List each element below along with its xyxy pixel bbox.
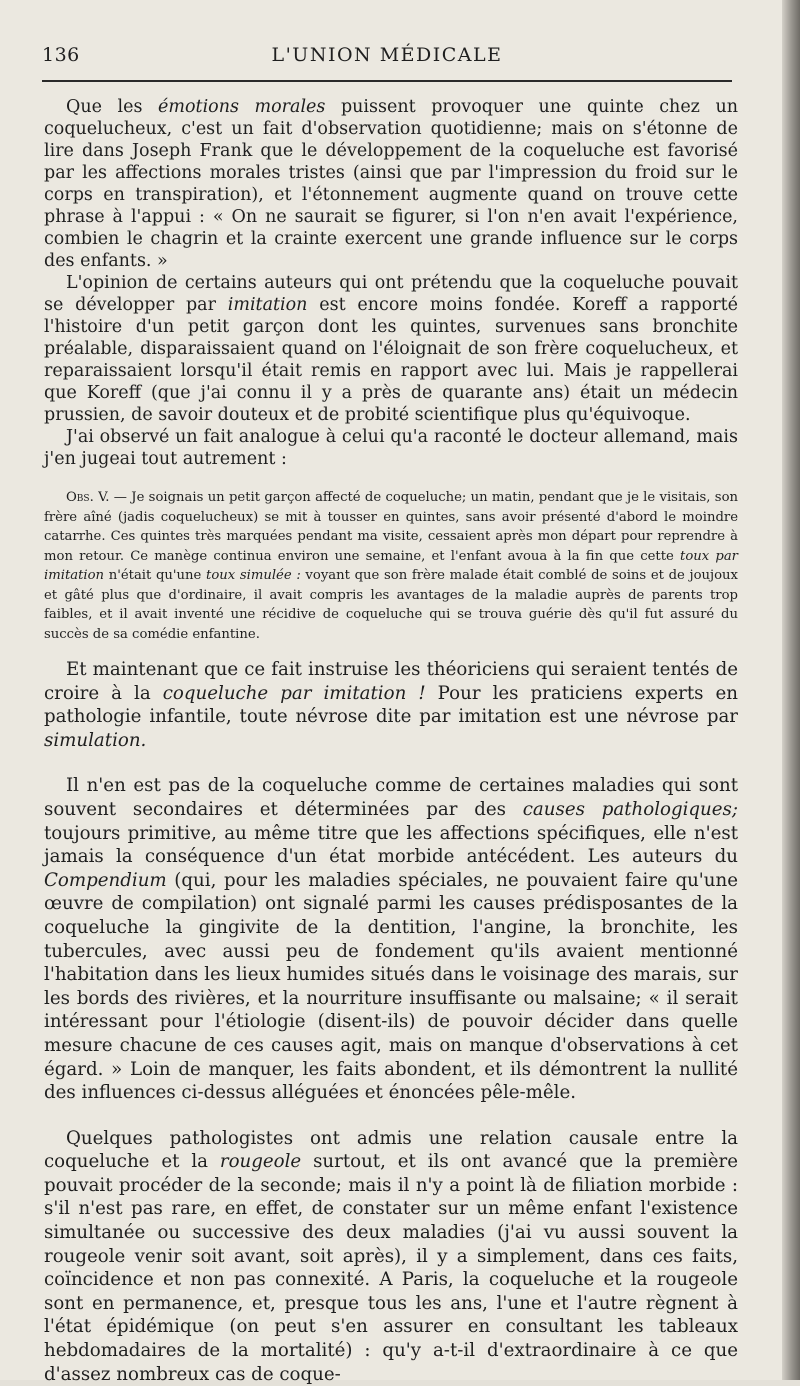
page-number: 136 [42,44,80,66]
running-title: L'UNION MÉDICALE [271,44,503,66]
paragraph-rougeole: Quelques pathologistes ont admis une relation causale entre la coqueluche et la rougeole surtout, et ils ont avancé que la première pouvait procéder de la seconde; mais il n'y a point là de filiation morbide : s'il n'est pas rare, en effet, de constater sur un même enfant l'existence simultanée ou successive des deux maladies (j'ai vu aussi souvent la rougeole venir soit avant, soit après), il y a simplement, dans ces faits, coïncidence et non pas connexité. A Paris, la coqueluche et la rougeole sont en permanence, et, presque tous les ans, l'une et l'autre règnent à l'état épidémique (on peut s'en assurer en consultant les tableaux hebdomadaires de la mortalité) : qu'y a-t-il d'extraordinaire à ce que d'assez nombreux cas de coque- [44,1127,738,1385]
page-body [44,96,738,1386]
header-rule [42,80,732,82]
page-header [42,44,732,84]
paragraph-emotions: Que les émotions morales puissent provoquer une quinte chez un coquelucheux, c'est un fait d'observation quotidienne; mais on s'étonne de lire dans Joseph Frank que le développement de la coqueluche est favorisé par les affections morales tristes (ainsi que par l'impression du froid sur le corps en transpiration), et l'étonnement augmente quand on trouve cette phrase à l'appui : « On ne saurait se figurer, si l'on n'en avait l'expérience, combien le chagrin et la crainte exercent une grande influence sur le corps des enfants. » [44,97,738,271]
paragraph-causes-pathologiques: Il n'en est pas de la coqueluche comme de certaines maladies qui sont souvent secondaires et déterminées par des causes pathologiques; toujours primitive, au même titre que les affections spécifiques, elle n'est jamais la conséquence d'un état morbide antécédent. Les auteurs du Compendium (qui, pour les maladies spéciales, ne pouvaient faire qu'une œuvre de compilation) ont signalé parmi les causes prédisposantes de la coqueluche la gingivite de la dentition, l'angine, la bronchite, les tubercules, avec aussi peu de fondement qu'ils avaient mentionné l'habitation dans les lieux humides situés dans le voisinage des marais, sur les bords des rivières, et la nourriture insuffisante ou malsaine; « il serait intéressant pour l'étiologie (disent-ils) de pouvoir décider dans quelle mesure chacune de ces causes agit, mais on manque d'observations à cet égard. » Loin de manquer, les faits abondent, et ils démontrent la nullité des influences ci-dessus alléguées et énoncées pêle-mêle. [44,775,738,1104]
paragraph-imitation: L'opinion de certains auteurs qui ont prétendu que la coqueluche pouvait se développer par imitation est encore moins fondée. Koreff a rapporté l'histoire d'un petit garçon dont les quintes, survenues sans bronchite préalable, disparaissaient quand on l'éloignait de son frère coquelucheux, et reparaissaient lorsqu'il était remis en rapport avec lui. Mais je rappellerai que Koreff (que j'ai connu il y a près de quarante ans) était un médecin prussien, de savoir douteux et de probité scientifique plus qu'équivoque. [44,273,738,425]
observation-label: Obs. V. [66,490,110,505]
paragraph-observation-intro: J'ai observé un fait analogue à celui qu'a raconté le docteur allemand, mais j'en jugeai tout autrement : [44,427,738,469]
page-binding-edge [782,0,800,1380]
observation-v: Obs. V. — Je soignais un petit garçon affecté de coqueluche; un matin, pendant que je le visitais, son frère aîné (jadis coquelucheux) se mit à tousser en quintes, sans avoir présenté d'abord le moindre catarrhe. Ces quintes très marquées pendant ma visite, cessaient après mon départ pour reprendre à mon retour. Ce manège continua environ une semaine, et l'enfant avoua à la fin que cette toux par imitation n'était qu'une toux simulée : voyant que son frère malade était comblé de soins et de joujoux et gâté plus que d'ordinaire, il avait compris les avantages de la maladie auprès de parents trop faibles, et il avait inventé une récidive de coqueluche qui se trouva guérie dès qu'il fut assuré du succès de sa comédie enfantine. [44,490,738,642]
paragraph-theoriciens: Et maintenant que ce fait instruise les théoriciens qui seraient tentés de croire à la coqueluche par imitation ! Pour les praticiens experts en pathologie infantile, toute névrose dite par imitation est une névrose par simulation. [44,659,738,751]
